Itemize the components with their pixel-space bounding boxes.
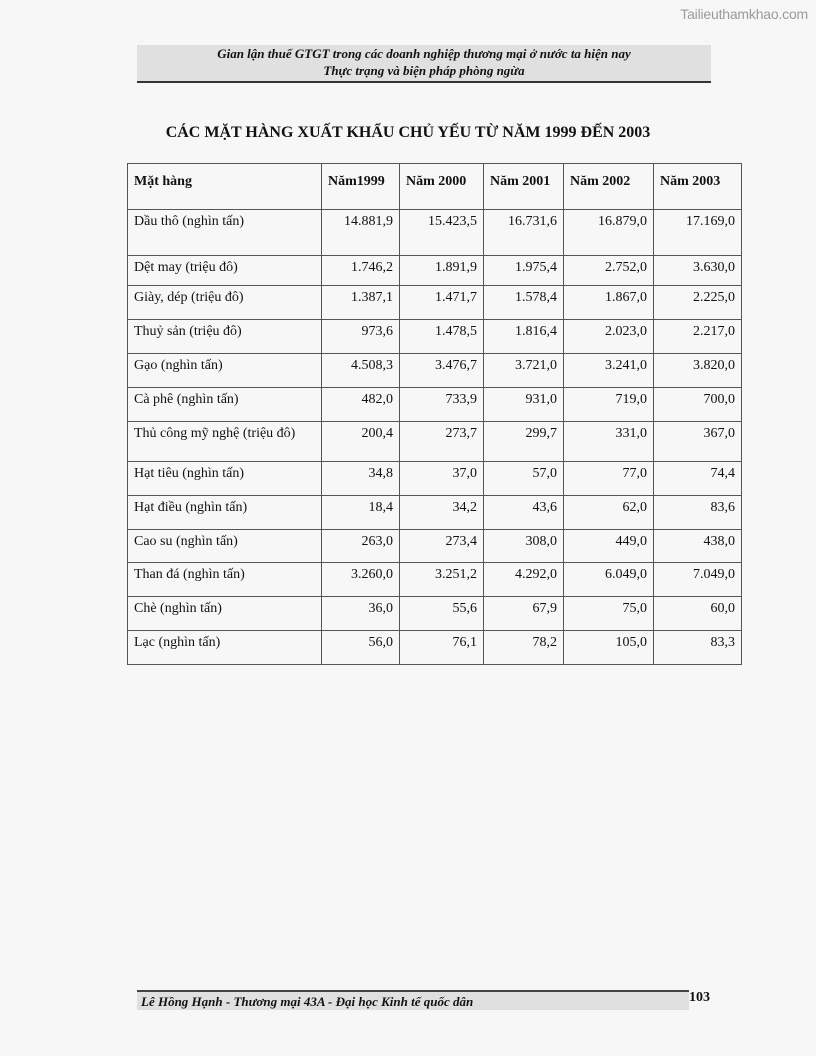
value-cell: 3.721,0: [484, 354, 564, 388]
value-cell: 719,0: [564, 388, 654, 422]
value-cell: 273,7: [400, 422, 484, 462]
value-cell: 17.169,0: [654, 210, 742, 256]
value-cell: 1.746,2: [322, 256, 400, 286]
table-row: [128, 320, 742, 354]
exports-table: [127, 163, 742, 665]
value-cell: 14.881,9: [322, 210, 400, 256]
value-cell: 273,4: [400, 530, 484, 563]
table-row: [128, 597, 742, 631]
value-cell: 4.508,3: [322, 354, 400, 388]
column-header-2001: Năm 2001: [484, 164, 564, 210]
value-cell: 60,0: [654, 597, 742, 631]
value-cell: 200,4: [322, 422, 400, 462]
value-cell: 76,1: [400, 631, 484, 665]
value-cell: 1.891,9: [400, 256, 484, 286]
value-cell: 7.049,0: [654, 563, 742, 597]
table-row: [128, 631, 742, 665]
item-name-cell: Gạo (nghìn tấn): [128, 354, 322, 388]
value-cell: 1.387,1: [322, 286, 400, 320]
table-header-row: [128, 164, 742, 210]
header-line-1: Gian lận thuế GTGT trong các doanh nghiệp thương mại ở nước ta hiện nay: [217, 46, 631, 61]
watermark: Tailieuthamkhao.com: [680, 6, 808, 22]
value-cell: 263,0: [322, 530, 400, 563]
table-row: [128, 354, 742, 388]
value-cell: 34,8: [322, 462, 400, 496]
value-cell: 700,0: [654, 388, 742, 422]
value-cell: 331,0: [564, 422, 654, 462]
item-name-cell: Lạc (nghìn tấn): [128, 631, 322, 665]
value-cell: 16.879,0: [564, 210, 654, 256]
table-row: [128, 210, 742, 256]
value-cell: 2.217,0: [654, 320, 742, 354]
value-cell: 78,2: [484, 631, 564, 665]
running-header: [137, 45, 711, 83]
item-name-cell: Cao su (nghìn tấn): [128, 530, 322, 563]
value-cell: 57,0: [484, 462, 564, 496]
item-name-cell: Than đá (nghìn tấn): [128, 563, 322, 597]
value-cell: 367,0: [654, 422, 742, 462]
column-header-2000: Năm 2000: [400, 164, 484, 210]
column-header-2003: Năm 2003: [654, 164, 742, 210]
value-cell: 1.816,4: [484, 320, 564, 354]
value-cell: 2.225,0: [654, 286, 742, 320]
item-name-cell: Hạt tiêu (nghìn tấn): [128, 462, 322, 496]
value-cell: 83,6: [654, 496, 742, 530]
value-cell: 36,0: [322, 597, 400, 631]
value-cell: 18,4: [322, 496, 400, 530]
column-header-item: Mặt hàng: [128, 164, 322, 210]
value-cell: 67,9: [484, 597, 564, 631]
value-cell: 77,0: [564, 462, 654, 496]
value-cell: 1.975,4: [484, 256, 564, 286]
value-cell: 56,0: [322, 631, 400, 665]
value-cell: 931,0: [484, 388, 564, 422]
value-cell: 438,0: [654, 530, 742, 563]
running-footer: Lê Hồng Hạnh - Thương mại 43A - Đại học Kinh tế quốc dân: [137, 990, 689, 1010]
value-cell: 34,2: [400, 496, 484, 530]
value-cell: 75,0: [564, 597, 654, 631]
page-title: CÁC MẶT HÀNG XUẤT KHẨU CHỦ YẾU TỪ NĂM 1999 ĐẾN 2003: [165, 124, 651, 141]
table-row: [128, 462, 742, 496]
value-cell: 37,0: [400, 462, 484, 496]
value-cell: 4.292,0: [484, 563, 564, 597]
item-name-cell: Dệt may (triệu đô): [128, 256, 322, 286]
value-cell: 3.251,2: [400, 563, 484, 597]
value-cell: 3.241,0: [564, 354, 654, 388]
value-cell: 15.423,5: [400, 210, 484, 256]
value-cell: 1.478,5: [400, 320, 484, 354]
value-cell: 1.578,4: [484, 286, 564, 320]
value-cell: 2.752,0: [564, 256, 654, 286]
table-row: [128, 563, 742, 597]
value-cell: 3.630,0: [654, 256, 742, 286]
table-row: [128, 530, 742, 563]
value-cell: 482,0: [322, 388, 400, 422]
value-cell: 16.731,6: [484, 210, 564, 256]
item-name-cell: Giày, dép (triệu đô): [128, 286, 322, 320]
value-cell: 83,3: [654, 631, 742, 665]
value-cell: 43,6: [484, 496, 564, 530]
item-name-cell: Dầu thô (nghìn tấn): [128, 210, 322, 256]
value-cell: 308,0: [484, 530, 564, 563]
value-cell: 6.049,0: [564, 563, 654, 597]
item-name-cell: Hạt điều (nghìn tấn): [128, 496, 322, 530]
item-name-cell: Thủ công mỹ nghệ (triệu đô): [128, 422, 322, 462]
item-name-cell: Cà phê (nghìn tấn): [128, 388, 322, 422]
table-row: [128, 388, 742, 422]
value-cell: 733,9: [400, 388, 484, 422]
column-header-2002: Năm 2002: [564, 164, 654, 210]
value-cell: 105,0: [564, 631, 654, 665]
table-row: [128, 256, 742, 286]
value-cell: 3.476,7: [400, 354, 484, 388]
value-cell: 2.023,0: [564, 320, 654, 354]
value-cell: 55,6: [400, 597, 484, 631]
value-cell: 62,0: [564, 496, 654, 530]
value-cell: 3.260,0: [322, 563, 400, 597]
page-number: 103: [689, 990, 710, 1005]
value-cell: 74,4: [654, 462, 742, 496]
table-row: [128, 286, 742, 320]
table-row: [128, 422, 742, 462]
value-cell: 973,6: [322, 320, 400, 354]
item-name-cell: Chè (nghìn tấn): [128, 597, 322, 631]
value-cell: 449,0: [564, 530, 654, 563]
value-cell: 299,7: [484, 422, 564, 462]
value-cell: 3.820,0: [654, 354, 742, 388]
value-cell: 1.471,7: [400, 286, 484, 320]
table-row: [128, 496, 742, 530]
item-name-cell: Thuỷ sản (triệu đô): [128, 320, 322, 354]
value-cell: 1.867,0: [564, 286, 654, 320]
column-header-1999: Năm1999: [322, 164, 400, 210]
header-line-2: Thực trạng và biện pháp phòng ngừa: [323, 63, 525, 78]
